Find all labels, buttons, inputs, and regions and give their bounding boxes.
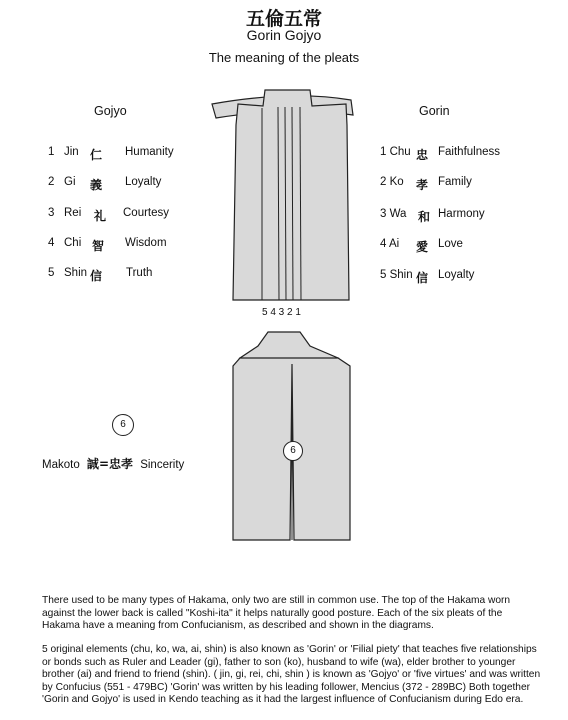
gorin-kanji: 愛 (416, 240, 429, 254)
page-title: Gorin Gojyo (246, 27, 322, 43)
gojyo-meaning: Humanity (125, 146, 174, 158)
gojyo-meaning: Loyalty (125, 176, 162, 188)
gojyo-kanji: 智 (92, 239, 105, 253)
pleat-numbers: 5 4 3 2 1 (262, 307, 301, 318)
gojyo-roman: Chi (64, 237, 82, 249)
gorin-meaning: Love (438, 238, 463, 250)
gojyo-num: 2 (48, 176, 55, 188)
gorin-kanji: 孝 (416, 178, 429, 192)
gorin-label: 3 Wa (380, 208, 407, 220)
gorin-heading: Gorin (419, 104, 450, 118)
gojyo-num: 4 (48, 237, 55, 249)
gorin-label: 2 Ko (380, 176, 404, 188)
intro-paragraph: There used to be many types of Hakama, only two are still in common use. The top of the Hakama worn against the lower back is called "Koshi-ita" it helps naturally good posture. Each of the six pleats of the Hakama have a meaning from Confucianism, as described and shown in the diagrams. (42, 595, 511, 632)
gorin-label: 4 Ai (380, 238, 400, 250)
gorin-label: 5 Shin (380, 269, 413, 281)
gorin-kanji: 信 (416, 271, 429, 285)
gojyo-roman: Gi (64, 176, 76, 188)
gojyo-roman: Jin (64, 146, 79, 158)
hakama-front-diagram (0, 0, 568, 330)
makoto-line (42, 455, 184, 472)
elements-paragraph: 5 original elements (chu, ko, wa, ai, shin) is also known as 'Gorin' or 'Filial piety' that teaches five relationships or bonds such as Ruler and Leader (gi), father to son (ko), husband to wife (wa), elder brother to younger brother (ai) and friend to friend (shin). ( jin, gi, rei, chi, shin ) is known as 'Gojyo' or 'five virtues' and was written by Confucius (551 - 479BC) 'Gorin' was written by his leading follower, Mencius (372 - 289BC) Both together 'Gorin and Gojyo' is used in Kendo teaching as it had the largest influence of Confucianism during Edo era. (42, 644, 541, 706)
pleat-six-marker: 6 (283, 441, 303, 461)
gojyo-heading: Gojyo (94, 104, 127, 118)
gorin-meaning: Faithfulness (438, 146, 501, 158)
gojyo-num: 1 (48, 146, 55, 158)
gojyo-meaning: Truth (126, 267, 153, 279)
makoto-marker: 6 (112, 414, 134, 436)
makoto-meaning: Sincerity (140, 459, 185, 471)
makoto-roman: Makoto (42, 459, 80, 471)
hakama-front-body (233, 90, 349, 300)
gojyo-kanji: 仁 (90, 148, 103, 162)
gorin-kanji: 和 (418, 210, 431, 224)
gojyo-kanji: 礼 (94, 209, 107, 223)
diagram-caption: The meaning of the pleats (208, 50, 360, 65)
gorin-meaning: Harmony (438, 208, 485, 220)
gojyo-kanji: 義 (90, 178, 103, 192)
gorin-kanji: 忠 (416, 148, 429, 162)
gojyo-roman: Shin (64, 267, 88, 279)
gojyo-roman: Rei (64, 207, 82, 219)
gorin-meaning: Family (438, 176, 472, 188)
kanji-title: 五倫五常 (245, 8, 322, 30)
gojyo-meaning: Wisdom (125, 237, 167, 249)
gorin-meaning: Loyalty (438, 269, 475, 281)
gojyo-kanji: 信 (90, 269, 103, 283)
gojyo-num: 3 (48, 207, 55, 219)
makoto-equation: =忠孝 (98, 457, 133, 471)
gojyo-num: 5 (48, 267, 55, 279)
gorin-label: 1 Chu (380, 146, 411, 158)
hakama-back-diagram (0, 318, 568, 558)
gojyo-meaning: Courtesy (123, 207, 170, 219)
makoto-kanji: 誠 (86, 457, 99, 471)
